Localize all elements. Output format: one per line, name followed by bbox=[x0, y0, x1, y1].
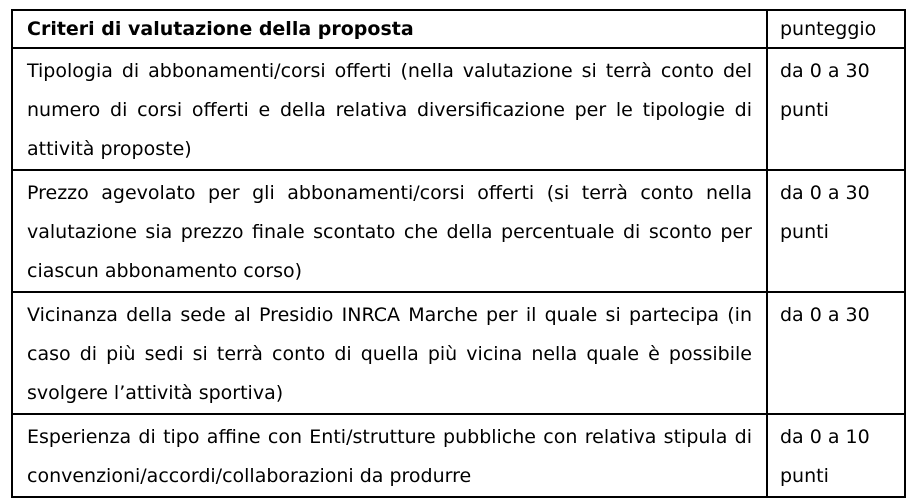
table-header-row bbox=[12, 10, 905, 48]
header-criteria-cell bbox=[12, 10, 767, 48]
criterion-cell bbox=[12, 414, 767, 497]
score-text: da 0 a 30 punti bbox=[780, 60, 870, 121]
score-cell bbox=[767, 170, 905, 292]
criterion-text: Vicinanza della sede al Presidio INRCA Marche per il quale si partecipa (in caso di più sedi si terrà conto di quella più vicina nella quale è possibile svolgere l’attività sportiva) bbox=[27, 304, 752, 404]
score-cell bbox=[767, 414, 905, 497]
criterion-text: Tipologia di abbonamenti/corsi offerti (nella valutazione si terrà conto del numero di corsi offerti e della relativa diversificazione per le tipologie di attività proposte) bbox=[27, 60, 752, 160]
score-cell bbox=[767, 292, 905, 414]
score-text: da 0 a 30 punti bbox=[780, 182, 870, 243]
header-score-cell bbox=[767, 10, 905, 48]
table-row bbox=[12, 292, 905, 414]
criterion-text: Prezzo agevolato per gli abbonamenti/corsi offerti (si terrà conto nella valutazione sia prezzo finale scontato che della percentuale di sconto per ciascun abbonamento corso) bbox=[27, 182, 752, 282]
criterion-text: Esperienza di tipo affine con Enti/strutture pubbliche con relativa stipula di convenzioni/accordi/collaborazioni da produrre bbox=[27, 426, 752, 487]
table-row bbox=[12, 414, 905, 497]
header-score-label: punteggio bbox=[780, 18, 877, 40]
table-row bbox=[12, 170, 905, 292]
score-cell bbox=[767, 48, 905, 170]
header-criteria-label: Criteri di valutazione della proposta bbox=[27, 18, 414, 40]
criterion-cell bbox=[12, 170, 767, 292]
score-text: da 0 a 10 punti bbox=[780, 426, 870, 487]
score-text: da 0 a 30 bbox=[780, 304, 870, 326]
table-row bbox=[12, 48, 905, 170]
criterion-cell bbox=[12, 48, 767, 170]
criterion-cell bbox=[12, 292, 767, 414]
criteria-table bbox=[11, 9, 906, 498]
